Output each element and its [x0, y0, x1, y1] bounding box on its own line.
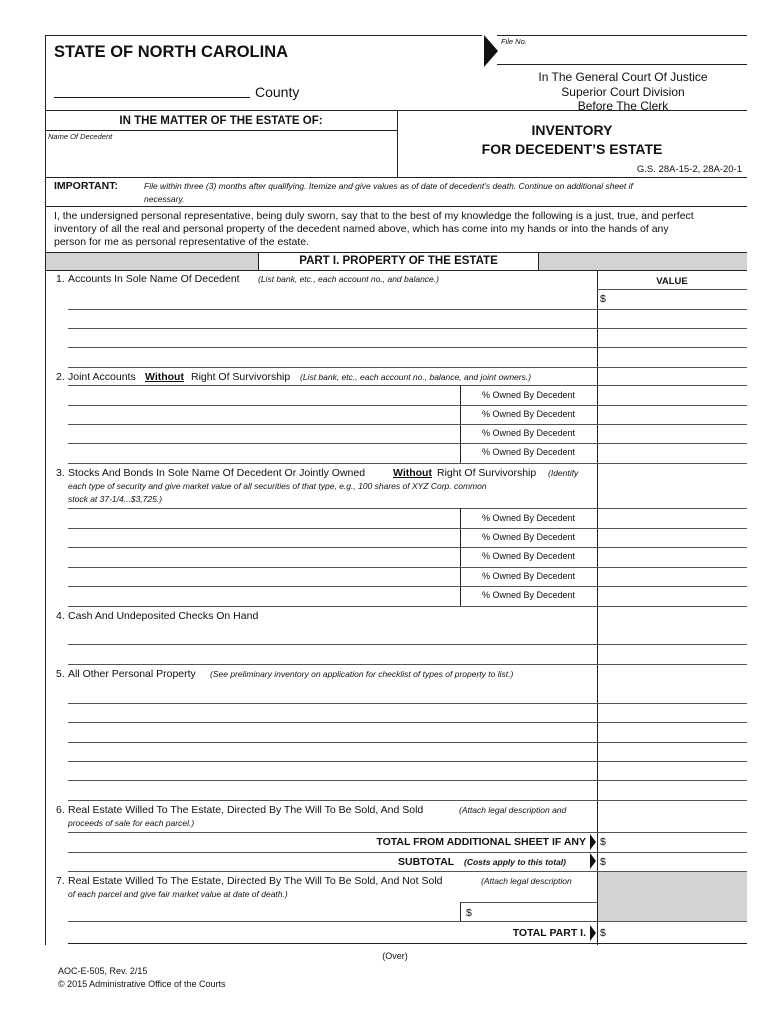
item7-shaded-value — [598, 872, 747, 921]
item2-post: Right Of Survivorship — [191, 371, 291, 383]
file-no-label: File No. — [501, 37, 527, 46]
total-additional-label: TOTAL FROM ADDITIONAL SHEET IF ANY — [376, 836, 586, 848]
item4-num: 4. — [56, 610, 65, 622]
county-field[interactable] — [54, 82, 250, 98]
item2-owned-label: % Owned By Decedent — [481, 428, 576, 438]
total-part1-arrow-icon — [590, 925, 596, 941]
item2-owned-label: % Owned By Decedent — [481, 409, 576, 419]
item1-value-field[interactable] — [610, 290, 745, 308]
oath-line: I, the undersigned personal representative, being duly sworn, say that to the best of my knowledge the following is a just, true, and perfect — [54, 210, 694, 222]
item2-owned-label: % Owned By Decedent — [481, 390, 576, 400]
total-part1-label: TOTAL PART I. — [512, 927, 586, 939]
item7-num: 7. — [56, 875, 65, 887]
county-label: County — [255, 84, 300, 100]
court-line: In The General Court Of Justice — [538, 70, 708, 84]
item3-owned-label: % Owned By Decedent — [481, 532, 576, 542]
item2-pre: Joint Accounts — [68, 371, 136, 383]
subtotal-dollar: $ — [600, 856, 606, 868]
item3-owned-label: % Owned By Decedent — [481, 551, 576, 561]
part1-header-shade-left — [46, 253, 258, 270]
file-no-field[interactable] — [540, 36, 745, 63]
item6-note: (Attach legal description and — [459, 805, 567, 815]
part1-title: PART I. PROPERTY OF THE ESTATE — [299, 255, 498, 267]
court-line: Superior Court Division — [561, 84, 685, 99]
item6-text: Real Estate Willed To The Estate, Directed By The Will To Be Sold, And Sold — [68, 804, 424, 816]
state-title: STATE OF NORTH CAROLINA — [54, 43, 289, 61]
item3-note-cont: stock at 37-1/4...$3,725.) — [68, 494, 163, 504]
item3-note-cont: each type of security and give market value of all securities of that type, e.g., 100 shares of XYZ Corp. common — [68, 481, 487, 491]
item2-emph: Without — [145, 371, 184, 383]
item3-owned-label: % Owned By Decedent — [481, 571, 576, 581]
important-text-cont: necessary. — [144, 194, 185, 204]
total-additional-field[interactable] — [610, 833, 745, 851]
item2-owned-label: % Owned By Decedent — [481, 447, 576, 457]
subtotal-note: (Costs apply to this total) — [464, 857, 566, 867]
part1-header-shade-right — [539, 253, 747, 270]
item6-num: 6. — [56, 804, 65, 816]
oath-line: person for me as personal representative of the estate. — [54, 236, 310, 248]
item7-value-field[interactable] — [476, 903, 595, 920]
item3-owned-label: % Owned By Decedent — [481, 590, 576, 600]
total-part1-field[interactable] — [610, 923, 745, 942]
item5-text: All Other Personal Property — [68, 668, 196, 680]
matter-label: IN THE MATTER OF THE ESTATE OF: — [119, 115, 323, 127]
form-title-2: FOR DECEDENT’S ESTATE — [481, 141, 663, 157]
court-lines — [500, 70, 746, 114]
item3-owned-label: % Owned By Decedent — [481, 513, 576, 523]
copyright: © 2015 Administrative Office of the Courts — [58, 979, 226, 989]
important-label: IMPORTANT: — [54, 180, 118, 192]
oath-line: inventory of all the real and personal property of the decedent named above, which has come into my hands or into the hands of any — [54, 223, 669, 235]
item5-note: (See preliminary inventory on application for checklist of types of property to list.) — [210, 669, 514, 679]
item4-text: Cash And Undeposited Checks On Hand — [68, 610, 259, 622]
item1-note: (List bank, etc., each account no., and balance.) — [258, 274, 439, 284]
court-line: Before The Clerk — [577, 99, 669, 113]
decedent-name-label: Name Of Decedent — [48, 132, 113, 141]
form-number: AOC-E-505, Rev. 2/15 — [58, 966, 148, 976]
item3-note: (Identify — [548, 468, 579, 478]
item7-text: Real Estate Willed To The Estate, Directed By The Will To Be Sold, And Not Sold — [68, 875, 443, 887]
item7-note-cont: of each parcel and give fair market value at date of death.) — [68, 889, 288, 899]
file-no-arrow-icon — [484, 35, 498, 67]
form-title-1: INVENTORY — [531, 122, 613, 138]
decedent-name-field[interactable] — [46, 144, 396, 176]
important-text: File within three (3) months after qualifying. Itemize and give values as of date of decedent’s death. Continue on additional sheet if — [144, 181, 633, 191]
item7-note: (Attach legal description — [481, 876, 572, 886]
total-additional-dollar: $ — [600, 836, 606, 848]
item2-note: (List bank, etc., each account no., balance, and joint owners.) — [300, 372, 532, 382]
item7-dollar: $ — [466, 907, 472, 919]
item2-num: 2. — [56, 371, 65, 383]
subtotal-label: SUBTOTAL — [398, 856, 455, 868]
item3-emph: Without — [393, 467, 432, 479]
item1-dollar: $ — [600, 293, 606, 305]
item5-num: 5. — [56, 668, 65, 680]
item1-text: Accounts In Sole Name Of Decedent — [68, 273, 240, 285]
total-part1-dollar: $ — [600, 927, 606, 939]
over-note: (Over) — [382, 951, 408, 961]
value-header: VALUE — [656, 276, 688, 287]
item3-pre: Stocks And Bonds In Sole Name Of Decedent Or Jointly Owned — [68, 467, 366, 479]
subtotal-field[interactable] — [610, 853, 745, 871]
item6-note-cont: proceeds of sale for each parcel.) — [68, 818, 195, 828]
item3-num: 3. — [56, 467, 65, 479]
subtotal-arrow-icon — [590, 853, 596, 869]
statutes: G.S. 28A-15-2, 28A-20-1 — [636, 164, 742, 175]
total-additional-arrow-icon — [590, 834, 596, 850]
item3-post: Right Of Survivorship — [437, 467, 537, 479]
item1-num: 1. — [56, 273, 65, 285]
